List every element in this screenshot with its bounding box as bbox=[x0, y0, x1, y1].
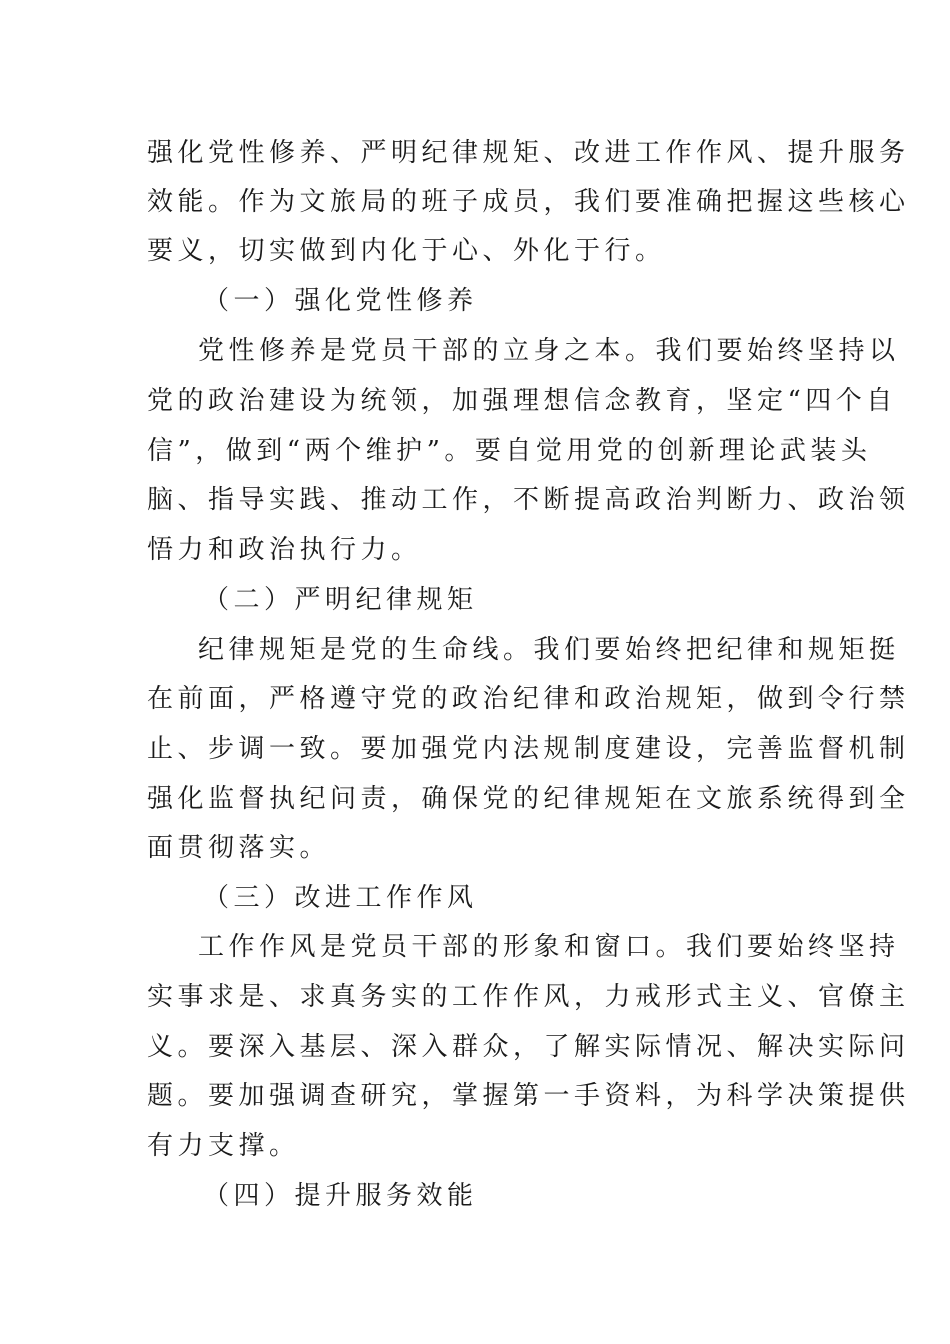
body-line: 在前面，严格遵守党的政治纪律和政治规矩，做到令行禁 bbox=[147, 684, 910, 714]
body-line: 题。要加强调查研究，掌握第一手资料，为科学决策提供 bbox=[147, 1081, 910, 1111]
body-line: 党性修养是党员干部的立身之本。我们要始终坚持以 bbox=[198, 336, 900, 366]
body-line: 止、步调一致。要加强党内法规制度建设，完善监督机制 bbox=[147, 734, 910, 764]
body-line: 强化监督执纪问责，确保党的纪律规矩在文旅系统得到全 bbox=[147, 784, 910, 814]
body-line: 工作作风是党员干部的形象和窗口。我们要始终坚持 bbox=[198, 932, 900, 962]
body-line: 悟力和政治执行力。 bbox=[147, 535, 422, 565]
body-line: 效能。作为文旅局的班子成员，我们要准确把握这些核心 bbox=[147, 187, 910, 217]
body-line: 脑、指导实践、推动工作，不断提高政治判断力、政治领 bbox=[147, 485, 910, 515]
body-line: 有力支撑。 bbox=[147, 1131, 300, 1161]
section-heading-2: （二）严明纪律规矩 bbox=[203, 585, 478, 615]
body-line: 义。要深入基层、深入群众，了解实际情况、解决实际问 bbox=[147, 1032, 910, 1062]
body-line: 实事求是、求真务实的工作作风，力戒形式主义、官僚主 bbox=[147, 982, 910, 1012]
body-line: 面贯彻落实。 bbox=[147, 833, 331, 863]
body-line: 党的政治建设为统领，加强理想信念教育，坚定“四个自 bbox=[147, 386, 897, 416]
section-heading-3: （三）改进工作作风 bbox=[203, 883, 478, 913]
section-heading-4: （四）提升服务效能 bbox=[203, 1181, 478, 1211]
section-heading-1: （一）强化党性修养 bbox=[203, 286, 478, 316]
body-line: 要义，切实做到内化于心、外化于行。 bbox=[147, 236, 666, 266]
body-line: 纪律规矩是党的生命线。我们要始终把纪律和规矩挺 bbox=[198, 635, 900, 665]
body-line: 强化党性修养、严明纪律规矩、改进工作作风、提升服务 bbox=[147, 138, 910, 168]
body-line: 信”，做到“两个维护”。要自觉用党的创新理论武装头 bbox=[147, 436, 872, 466]
